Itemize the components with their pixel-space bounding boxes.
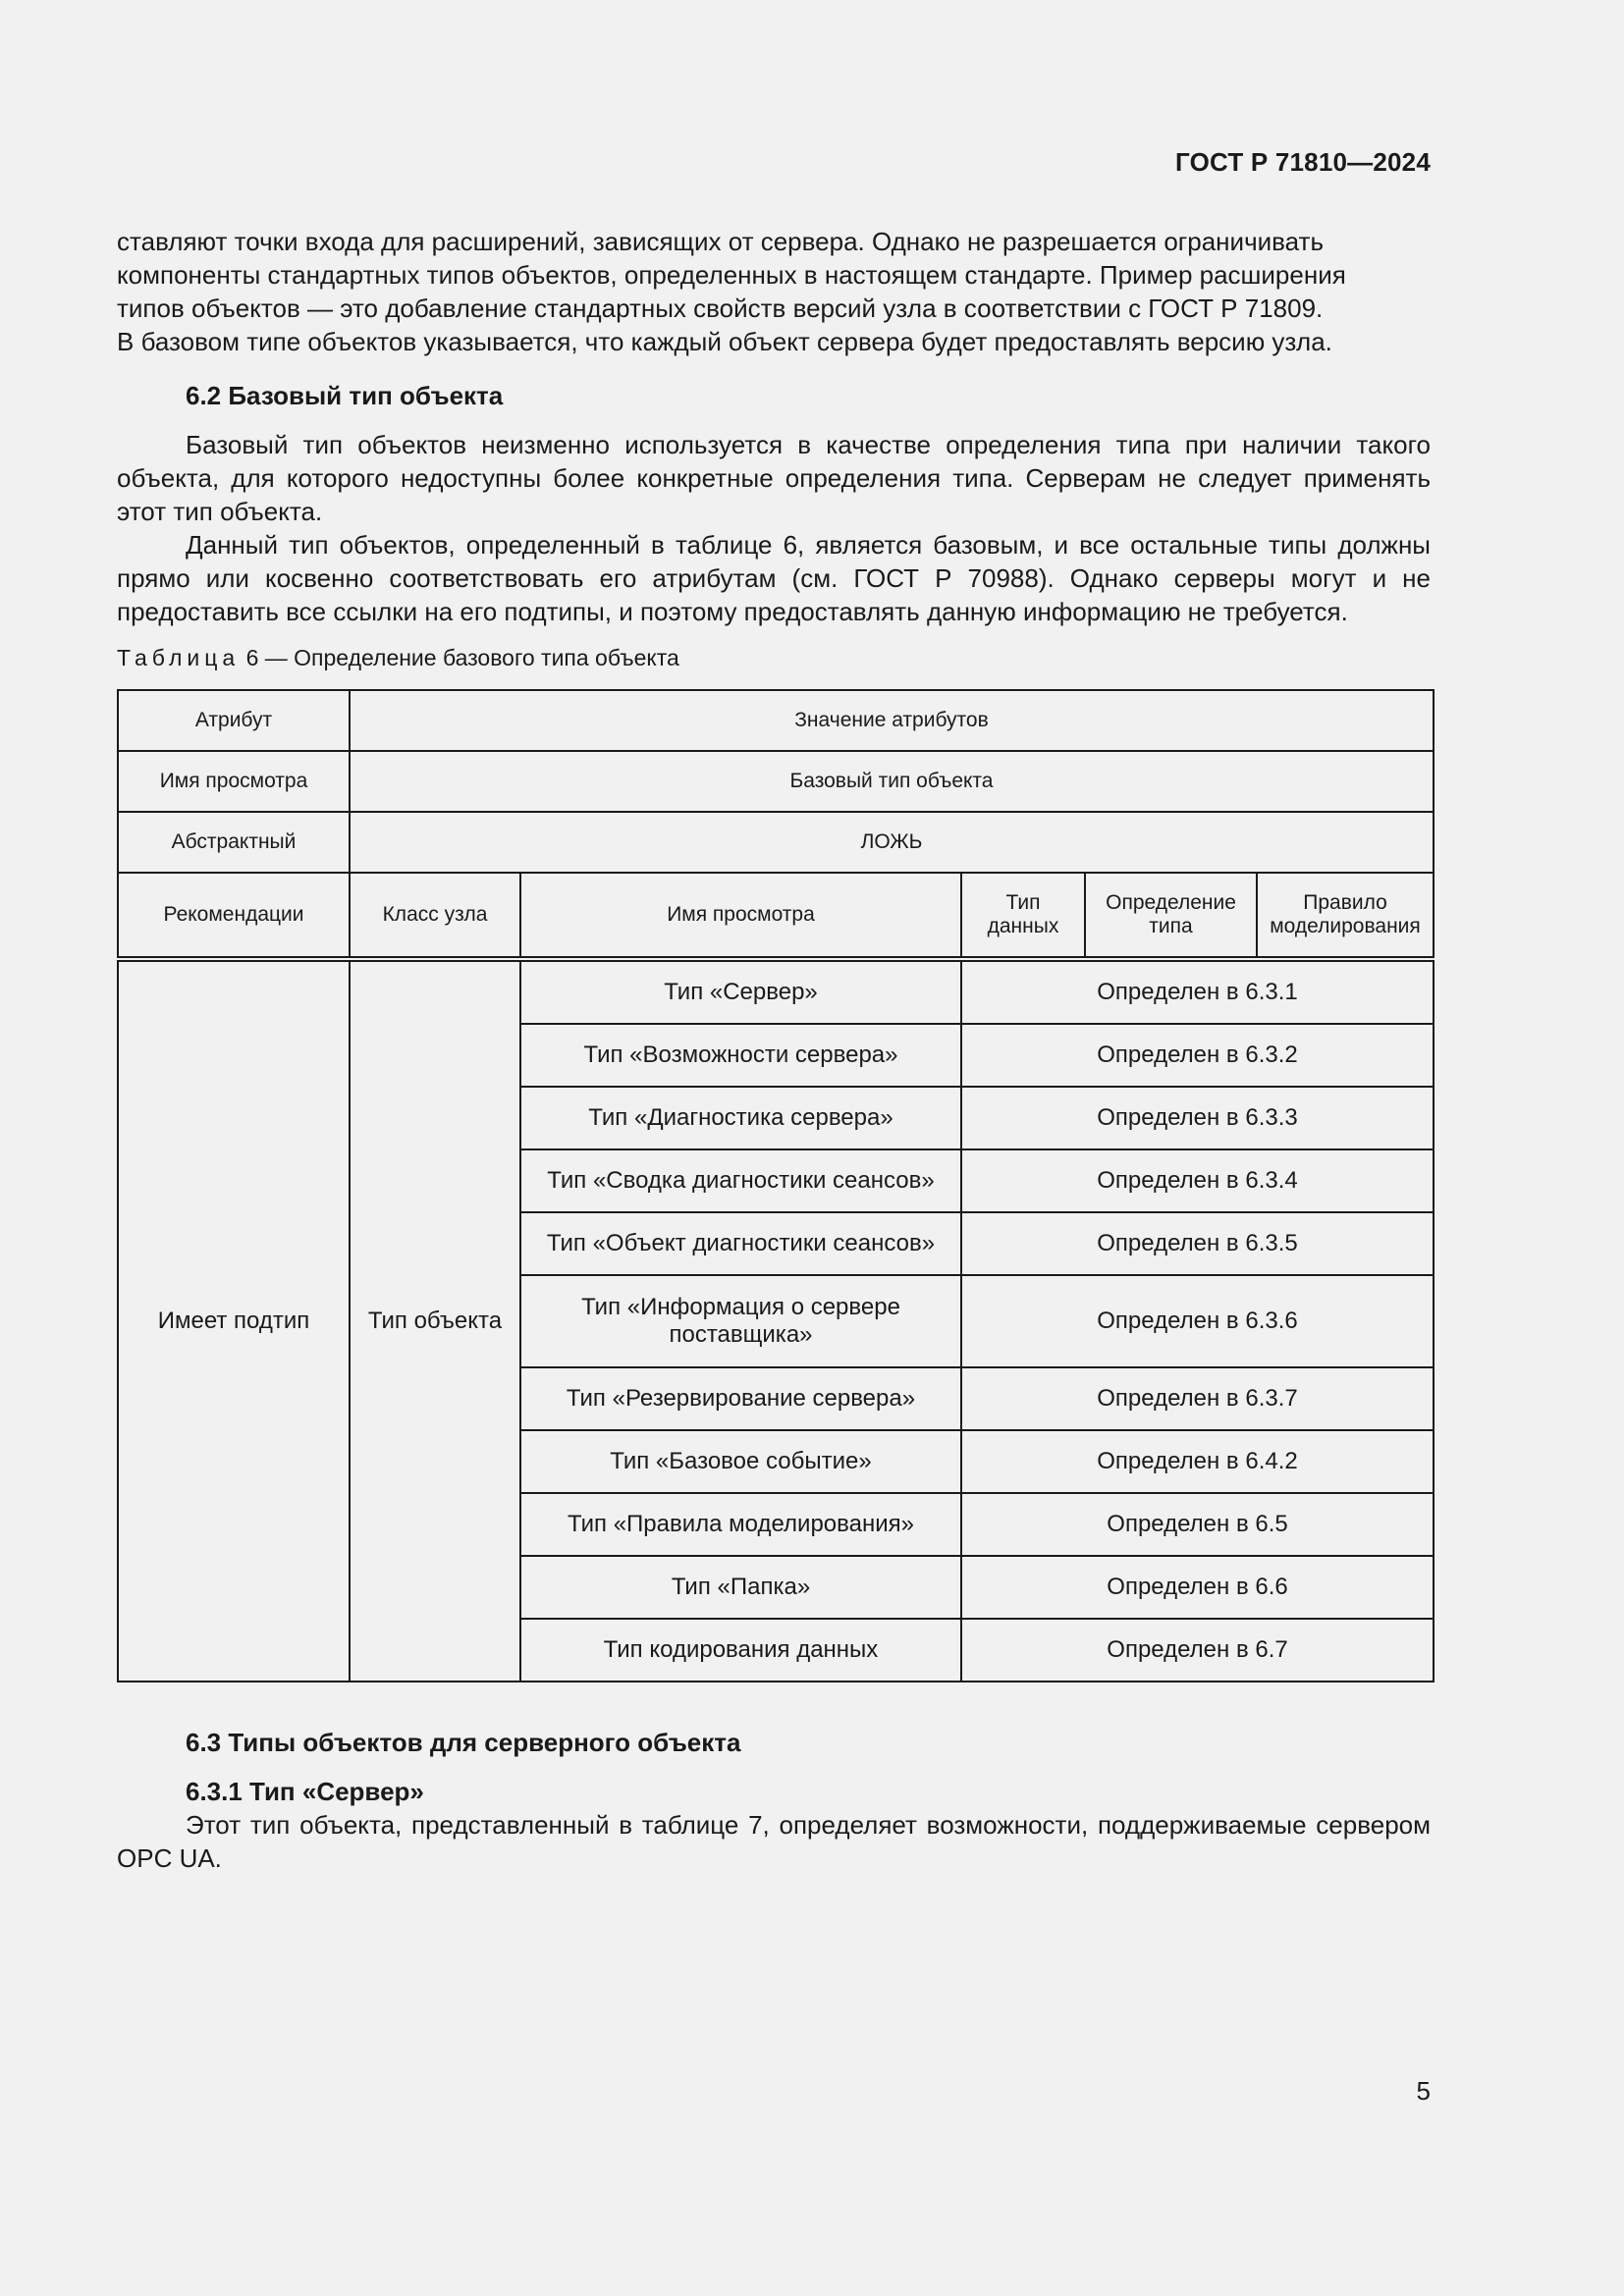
table-caption-word: Таблица [117,645,241,670]
attr-value: Базовый тип объекта [350,751,1434,812]
section-heading-6-3-1: 6.3.1 Тип «Сервер» [186,1777,424,1806]
table-row [118,812,1434,873]
intro-line: типов объектов — это добавление стандартных свойств версий узла в соответствии с ГОСТ Р 71809. [117,294,1324,323]
paragraph: Базовый тип объектов неизменно используется в качестве определения типа при наличии такого объекта, для которого недоступны более конкретные определения типа. Серверам не следует применять этот тип объекта. [117,430,1431,526]
col-header: Класс узла [350,873,520,959]
col-header: Рекомендации [118,873,350,959]
value-header: Значение атрибутов [350,690,1434,751]
definition: Определен в 6.7 [961,1619,1434,1682]
browse-name: Тип «Информация о сервере поставщика» [520,1275,961,1367]
browse-name: Тип «Папка» [520,1556,961,1619]
col-header: Тип данных [961,873,1085,959]
definition: Определен в 6.3.7 [961,1367,1434,1430]
intro-line: В базовом типе объектов указывается, что каждый объект сервера будет предоставлять версию узла. [117,327,1332,356]
paragraph: Данный тип объектов, определенный в таблице 6, является базовым, и все остальные типы должны прямо или косвенно соответствовать его атрибутам (см. ГОСТ Р 70988). Однако серверы могут и не предоставить все ссылки на его подтипы, и поэтому предоставлять данную информацию не требуется. [117,530,1431,626]
definition: Определен в 6.5 [961,1493,1434,1556]
col-header: Правило моделирования [1257,873,1434,959]
browse-name: Тип «Возможности сервера» [520,1024,961,1087]
section-6-2-body [117,428,1431,628]
intro-line: ставляют точки входа для расширений, зависящих от сервера. Однако не разрешается ограничивать [117,227,1324,256]
document-id: ГОСТ Р 71810—2024 [1175,147,1431,177]
definition: Определен в 6.6 [961,1556,1434,1619]
reference-label: Имеет подтип [118,959,350,1682]
section-heading-6-2: 6.2 Базовый тип объекта [186,381,504,410]
page-number: 5 [1416,2076,1431,2106]
table-header-row [118,690,1434,751]
attr-name: Абстрактный [118,812,350,873]
table-caption-text: 6 — Определение базового типа объекта [245,645,679,670]
table-row [118,751,1434,812]
table-caption [117,645,679,671]
definition: Определен в 6.4.2 [961,1430,1434,1493]
browse-name: Тип «Базовое событие» [520,1430,961,1493]
definition: Определен в 6.3.5 [961,1212,1434,1275]
browse-name: Тип «Резервирование сервера» [520,1367,961,1430]
attr-value: ЛОЖЬ [350,812,1434,873]
intro-line: компоненты стандартных типов объектов, определенных в настоящем стандарте. Пример расширения [117,260,1346,290]
attributes-table [117,689,1435,1682]
browse-name: Тип кодирования данных [520,1619,961,1682]
browse-name: Тип «Диагностика сервера» [520,1087,961,1149]
definition: Определен в 6.3.1 [961,959,1434,1024]
table-row [118,959,1434,1024]
attr-header: Атрибут [118,690,350,751]
paragraph: Этот тип объекта, представленный в таблице 7, определяет возможности, поддерживаемые сервером OPC UA. [117,1810,1431,1873]
browse-name: Тип «Правила моделирования» [520,1493,961,1556]
section-6-3-1-body [117,1808,1431,1875]
ref-header-row [118,873,1434,959]
col-header: Определение типа [1085,873,1257,959]
definition: Определен в 6.3.2 [961,1024,1434,1087]
node-class: Тип объекта [350,959,520,1682]
browse-name: Тип «Сводка диагностики сеансов» [520,1149,961,1212]
attr-name: Имя просмотра [118,751,350,812]
definition: Определен в 6.3.6 [961,1275,1434,1367]
definition: Определен в 6.3.3 [961,1087,1434,1149]
browse-name: Тип «Объект диагностики сеансов» [520,1212,961,1275]
section-heading-6-3: 6.3 Типы объектов для серверного объекта [186,1728,741,1757]
col-header: Имя просмотра [520,873,961,959]
definition: Определен в 6.3.4 [961,1149,1434,1212]
intro-paragraph [117,225,1431,358]
browse-name: Тип «Сервер» [520,959,961,1024]
